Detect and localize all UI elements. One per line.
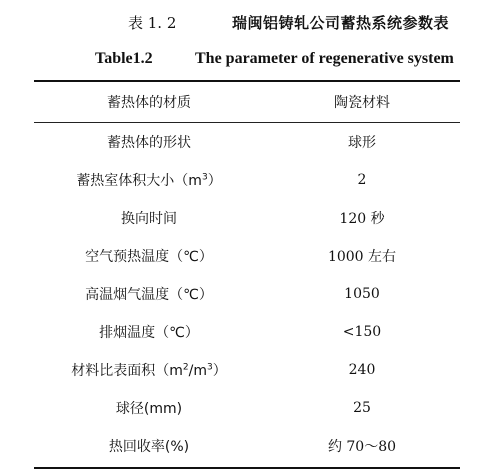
table-row [34,123,460,161]
table-row [34,389,460,427]
param-cell [34,360,264,380]
param-cell: 高温烟气温度（℃） [85,287,213,303]
param-superscript: 2 [182,362,189,373]
value-cell: 120 秒 [339,211,385,227]
value-cell: 约 70～80 [327,439,397,455]
param-cell: 空气预热温度（℃） [85,249,213,265]
param-cell: 热回收率(%) [108,439,190,455]
value-cell: 球形 [348,135,376,151]
value-cell: 1000 左右 [327,249,397,265]
table-row [34,351,460,389]
header-param-cell: 蓄热体的材质 [107,95,191,111]
param-text: 材料比表面积（m [71,363,183,379]
table-number-cn: 表 1. 2 [128,14,177,32]
value-cell: <150 [342,324,382,340]
param-text-end: ） [212,363,227,379]
value-cell: 2 [357,172,367,188]
table-caption-chinese [0,8,498,36]
table-title-en: The parameter of regenerative system [195,50,454,67]
table-number-en: Table1.2 [95,50,153,67]
table-row [34,199,460,237]
table-title-cn: 瑞闽铝铸轧公司蓄热系统参数表 [232,14,450,32]
table-row [34,237,460,275]
table-row [34,313,460,351]
parameter-table [34,80,460,469]
value-cell: 240 [348,362,376,378]
param-text: 蓄热室体积大小（m [76,173,202,189]
table-row [34,427,460,465]
table-header-row [34,82,460,122]
param-cell: 排烟温度（℃） [99,325,199,341]
param-text-end: ） [207,173,222,189]
param-superscript-2: 3 [207,362,213,373]
param-cell [34,170,264,190]
value-cell: 1050 [344,286,380,302]
param-cell: 换向时间 [121,211,177,227]
table-row [34,161,460,199]
param-superscript: 3 [201,172,208,183]
param-cell: 蓄热体的形状 [107,135,191,151]
table-caption-english [0,50,498,72]
table-row [34,275,460,313]
header-value-cell: 陶瓷材料 [334,95,390,111]
value-cell: 25 [353,400,371,416]
param-cell: 球径(mm) [115,401,183,417]
param-text-mid: /m [188,363,207,379]
